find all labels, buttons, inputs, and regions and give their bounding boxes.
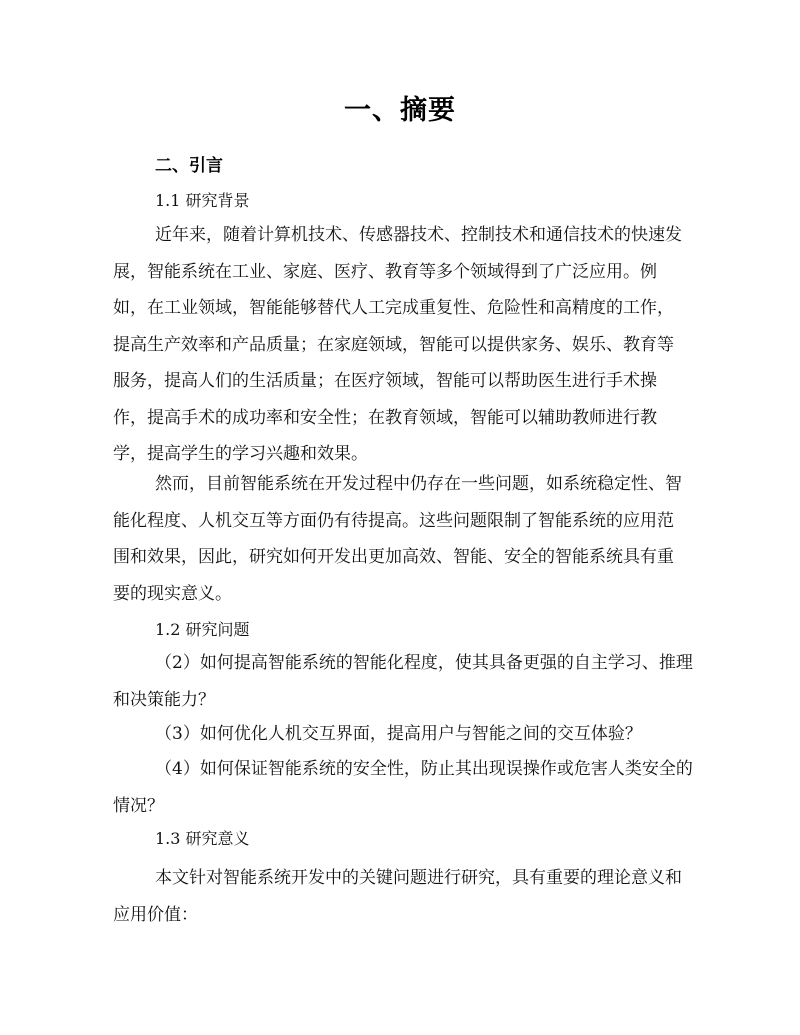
- research-question-4: （4）如何保证智能系统的安全性，防止其出现误操作或危害人类安全的情况？: [113, 759, 693, 816]
- research-question-2: （2）如何提高智能系统的智能化程度，使其具备更强的自主学习、推理和决策能力？: [113, 653, 693, 710]
- subsection-heading-background: 1.1 研究背景: [155, 191, 250, 210]
- page-title: 一、摘要: [344, 95, 456, 126]
- paragraph-significance: 本文针对智能系统开发中的关键问题进行研究，具有重要的理论意义和应用价值：: [113, 868, 682, 925]
- paragraph-background-2: 然而，目前智能系统在开发过程中仍存在一些问题，如系统稳定性、智能化程度、人机交互等方面仍有待提高。这些问题限制了智能系统的应用范围和效果，因此，研究如何开发出更加高效、智能、安全的智能系统具有重要的现实意义。: [113, 474, 682, 604]
- subsection-heading-significance: 1.3 研究意义: [155, 829, 250, 848]
- paragraph-background-1: 近年来，随着计算机技术、传感器技术、控制技术和通信技术的快速发展，智能系统在工业、家庭、医疗、教育等多个领域得到了广泛应用。例如，在工业领域，智能能够替代人工完成重复性、危险性和高精度的工作，提高生产效率和产品质量；在家庭领域，智能可以提供家务、娱乐、教育等服务，提高人们的生活质量；在医疗领域，智能可以帮助医生进行手术操作，提高手术的成功率和安全性；在教育领域，智能可以辅助教师进行教学，提高学生的学习兴趣和效果。: [113, 225, 682, 464]
- subsection-heading-research-questions: 1.2 研究问题: [155, 620, 250, 639]
- section-heading-introduction: 二、引言: [155, 156, 223, 176]
- research-question-3: （3）如何优化人机交互界面，提高用户与智能之间的交互体验？: [155, 724, 642, 744]
